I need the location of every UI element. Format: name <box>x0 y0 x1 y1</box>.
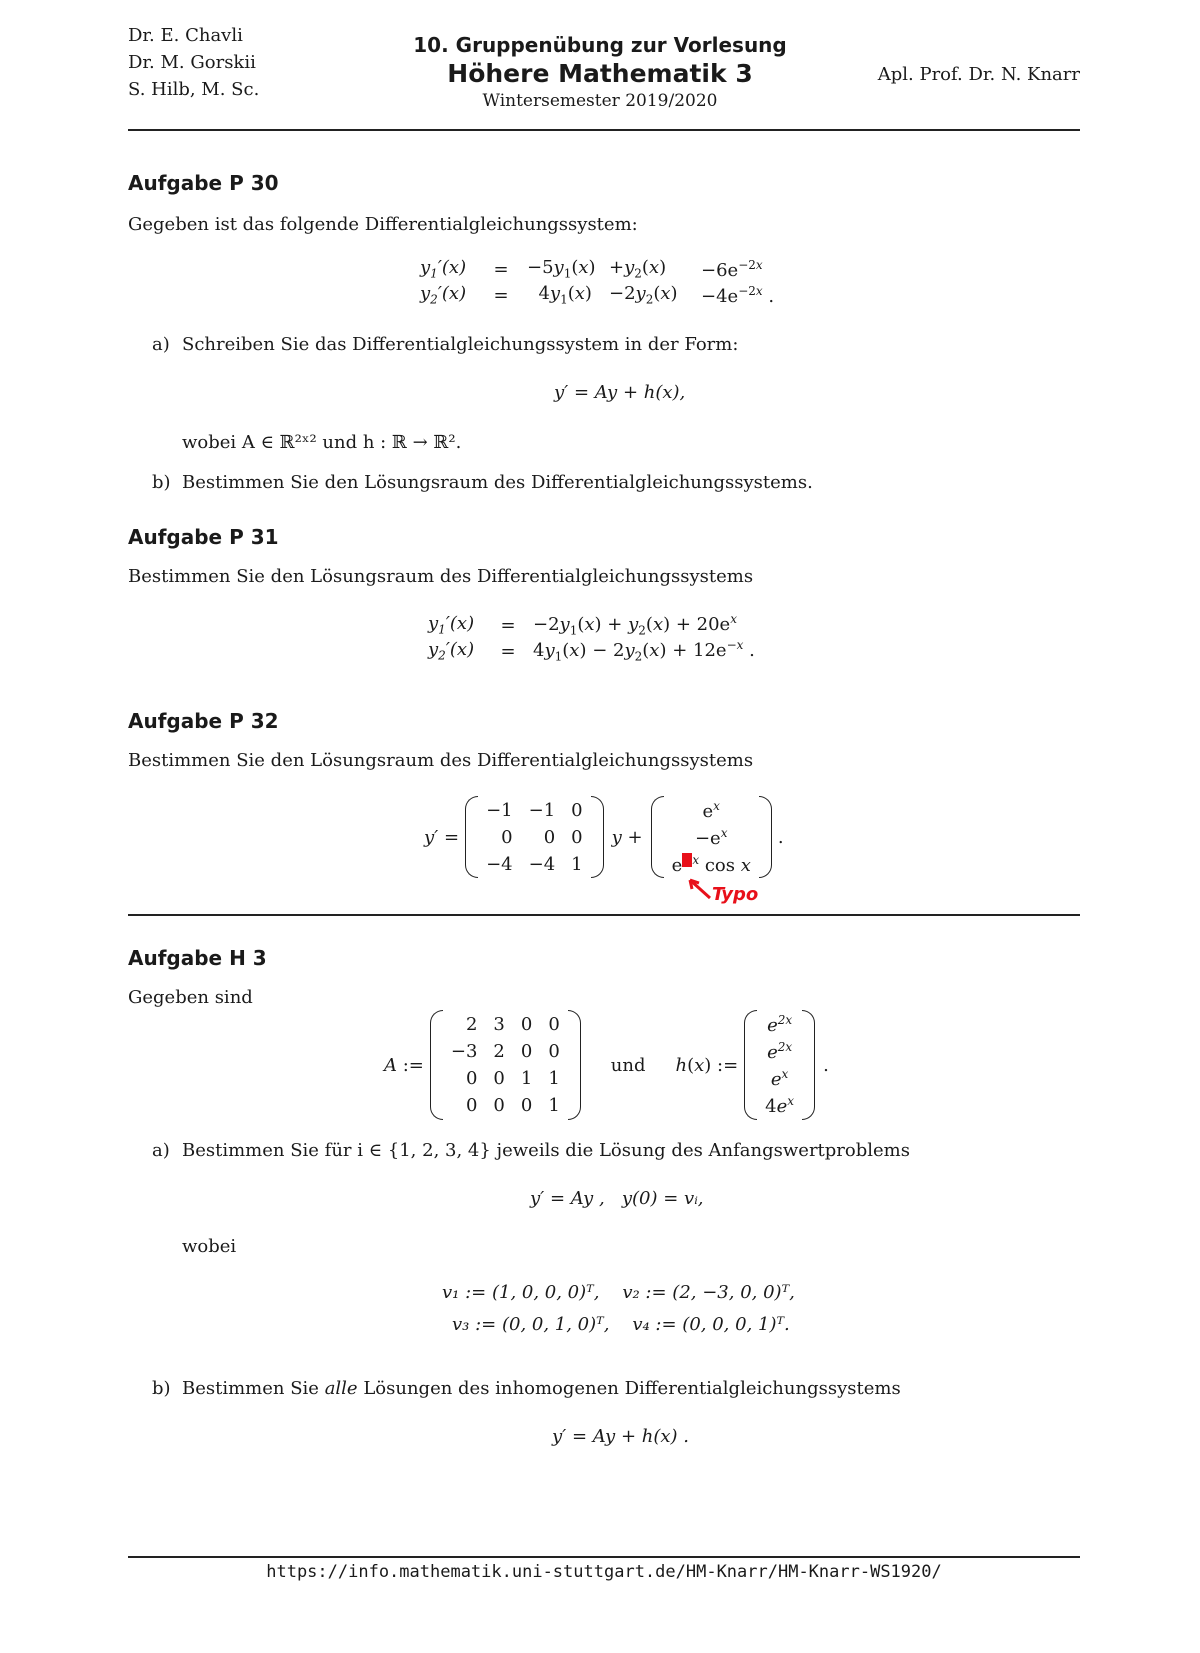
task-p31-system: $y_1'(x)$ = $-2y_1(x) + y_2(x) + 20e^x$ $y_2'(x)$ = $4y_1(x) - 2y_2(x) + 12e^{-x}$ . <box>428 612 755 664</box>
task-p32-system: y′ = −1 −1 0 0 0 0 −4 −4 1 y + $e^x$ $-e^x$ $e^{-x}$ cos x . <box>424 796 784 878</box>
matrix-A-h3: 2 3 0 0 −3 2 0 0 0 0 1 1 0 0 0 1 <box>450 1014 560 1116</box>
task-p30-a-label: a) <box>152 334 170 355</box>
task-p30-b-label: b) <box>152 472 171 493</box>
task-p30-a-where: wobei A ∈ ℝ²ˣ² und h : ℝ → ℝ². <box>182 432 462 453</box>
task-h3-v-line1: v₁ := (1, 0, 0, 0)ᵀ, v₂ := (2, −3, 0, 0)ᵀ, <box>442 1282 795 1303</box>
vector-h-p32: $e^x$ $-e^x$ $e^{-x}$ cos x <box>671 798 751 876</box>
task-h3-definitions: A := 2 3 0 0 −3 2 0 0 0 0 1 1 0 0 0 1 und h(x) := $e^{2x}$ $e^{2x}$ $e^x$ $4e^x$ . <box>384 1010 829 1120</box>
task-p30-a-text: Schreiben Sie das Differentialgleichungssystem in der Form: <box>182 334 739 355</box>
task-h3-title: Aufgabe H 3 <box>128 946 267 970</box>
task-p32-title: Aufgabe P 32 <box>128 709 279 733</box>
task-h3-b-equation: y′ = Ay + h(x) . <box>552 1426 689 1447</box>
author-3: S. Hilb, M. Sc. <box>128 79 260 100</box>
header-center <box>330 32 870 112</box>
header-divider <box>128 129 1080 131</box>
task-h3-b-text-post: Lösungen des inhomogenen Differentialgleichungssystems <box>363 1378 901 1399</box>
task-h3-b-label: b) <box>152 1378 171 1399</box>
vector-h-h3: $e^{2x}$ $e^{2x}$ $e^x$ $4e^x$ <box>765 1013 795 1117</box>
exercise-sheet-title: 10. Gruppenübung zur Vorlesung <box>413 33 787 57</box>
und-word: und <box>610 1054 646 1076</box>
task-p30-system: $y_1'(x)$ = $-5y_1(x)$ $+y_2(x)$ $-6e^{-2x}$ $y_2'(x)$ = $4y_1(x)$ $-2y_2(x)$ $-4e^{-2x}$ . <box>420 257 775 307</box>
task-h3-a-text: Bestimmen Sie für i ∈ {1, 2, 3, 4} jeweils die Lösung des Anfangswertproblems <box>182 1140 910 1161</box>
author-2: Dr. M. Gorskii <box>128 52 256 73</box>
task-h3-b-text-emph: alle <box>324 1378 358 1399</box>
footer-divider <box>128 1556 1080 1558</box>
task-p31-intro: Bestimmen Sie den Lösungsraum des Differentialgleichungssystems <box>128 566 754 587</box>
task-h3-intro: Gegeben sind <box>128 987 253 1008</box>
task-p30-b-text: Bestimmen Sie den Lösungsraum des Differentialgleichungssystems. <box>182 472 813 493</box>
task-h3-v-line2: v₃ := (0, 0, 1, 0)ᵀ, v₄ := (0, 0, 0, 1)ᵀ. <box>452 1314 790 1335</box>
task-h3-wobei: wobei <box>182 1236 237 1257</box>
professor: Apl. Prof. Dr. N. Knarr <box>877 64 1080 85</box>
task-h3-b-text-pre: Bestimmen Sie <box>182 1378 319 1399</box>
course-title: Höhere Mathematik 3 <box>447 59 753 88</box>
authors-block <box>128 22 259 103</box>
task-p31-title: Aufgabe P 31 <box>128 525 279 549</box>
task-p30-title: Aufgabe P 30 <box>128 171 279 195</box>
task-p30-intro: Gegeben ist das folgende Differentialgleichungssystem: <box>128 214 638 235</box>
task-h3-a-equation: y′ = Ay , y(0) = vᵢ, <box>530 1188 704 1209</box>
typo-annotation: Typo <box>712 884 759 905</box>
matrix-A-p32: −1 −1 0 0 0 0 −4 −4 1 <box>486 799 583 875</box>
author-1: Dr. E. Chavli <box>128 25 243 46</box>
semester: Wintersemester 2019/2020 <box>482 91 718 111</box>
footer-url-link[interactable]: https://info.mathematik.uni-stuttgart.de/HM-Knarr/HM-Knarr-WS1920/ <box>266 1562 942 1582</box>
task-h3-a-label: a) <box>152 1140 170 1161</box>
task-p32-intro: Bestimmen Sie den Lösungsraum des Differentialgleichungssystems <box>128 750 754 771</box>
task-p30-a-equation: y′ = Ay + h(x), <box>554 382 686 403</box>
section-divider <box>128 914 1080 916</box>
task-h3-b-text <box>182 1378 901 1399</box>
